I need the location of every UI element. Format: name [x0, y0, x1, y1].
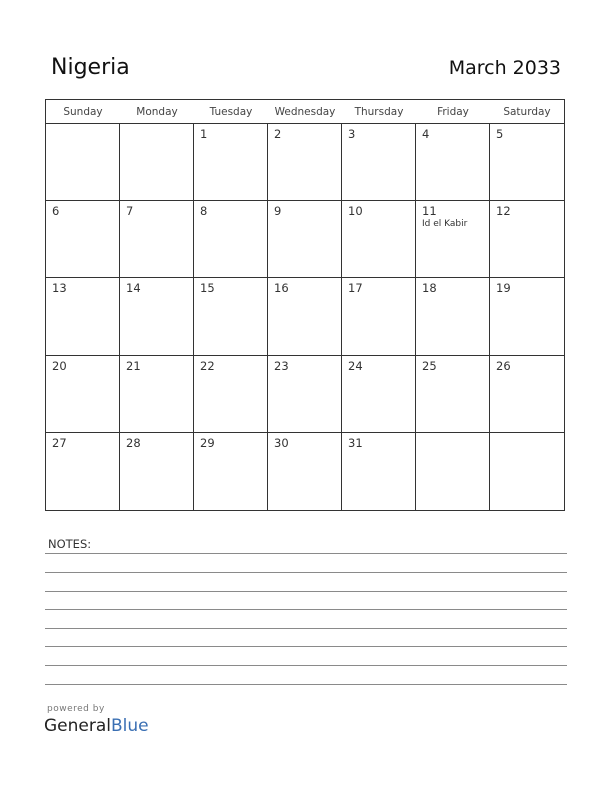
weekday-header: Thursday	[342, 100, 416, 124]
day-number: 18	[422, 281, 437, 296]
powered-by-text: powered by	[47, 704, 105, 714]
generalblue-logo	[44, 716, 149, 736]
day-number: 26	[496, 358, 511, 373]
day-number: 22	[200, 358, 215, 373]
day-cell	[194, 433, 268, 510]
day-cell	[268, 201, 342, 278]
day-cell	[416, 201, 490, 278]
day-cell	[268, 124, 342, 201]
weekday-header: Monday	[120, 100, 194, 124]
day-number: 23	[274, 358, 289, 373]
day-cell	[490, 201, 564, 278]
note-line	[45, 684, 567, 685]
note-line	[45, 591, 567, 592]
day-number: 14	[126, 281, 141, 296]
note-line	[45, 628, 567, 629]
day-cell	[268, 278, 342, 355]
day-cell	[490, 278, 564, 355]
day-cell	[416, 124, 490, 201]
day-number: 4	[422, 127, 430, 141]
day-cell	[342, 356, 416, 433]
note-line	[45, 553, 567, 554]
note-line	[45, 665, 567, 666]
month-title: March 2033	[448, 57, 561, 79]
day-cell	[46, 433, 120, 510]
day-number: 8	[200, 204, 208, 219]
day-cell	[46, 278, 120, 355]
notes-label: NOTES:	[48, 537, 92, 551]
day-number: 6	[52, 204, 60, 219]
day-number: 11	[422, 204, 437, 219]
day-number: 3	[348, 127, 356, 141]
day-cell	[120, 433, 194, 510]
day-number: 25	[422, 358, 437, 373]
day-cell	[194, 278, 268, 355]
day-cell	[342, 201, 416, 278]
day-number: 16	[274, 281, 289, 296]
day-number: 28	[126, 435, 141, 450]
weekday-header: Tuesday	[194, 100, 268, 124]
day-number: 17	[348, 281, 363, 296]
weekday-header: Saturday	[490, 100, 564, 124]
day-cell	[416, 278, 490, 355]
day-number: 19	[496, 281, 511, 296]
day-number: 29	[200, 435, 215, 450]
day-cell	[194, 356, 268, 433]
holiday-label: Id el Kabir	[422, 219, 468, 230]
day-number: 15	[200, 281, 215, 296]
day-cell	[416, 433, 490, 510]
brand-blue: Blue	[111, 716, 149, 736]
day-cell	[120, 278, 194, 355]
day-cell	[416, 356, 490, 433]
day-cell	[120, 124, 194, 201]
day-cell	[490, 356, 564, 433]
day-number: 2	[274, 127, 282, 141]
day-number: 13	[52, 281, 67, 296]
day-cell	[268, 356, 342, 433]
day-number: 10	[348, 204, 363, 219]
day-number: 5	[496, 127, 504, 141]
day-cell	[268, 433, 342, 510]
day-cell	[490, 433, 564, 510]
day-number: 9	[274, 204, 282, 219]
day-number: 27	[52, 435, 67, 450]
day-cell	[120, 356, 194, 433]
brand-general: General	[44, 716, 111, 736]
day-number: 31	[348, 435, 363, 450]
calendar-grid	[45, 99, 565, 511]
day-number: 20	[52, 358, 67, 373]
day-cell	[490, 124, 564, 201]
day-cell	[342, 433, 416, 510]
weekday-header: Friday	[416, 100, 490, 124]
note-line	[45, 646, 567, 647]
day-cell	[46, 201, 120, 278]
day-cell	[194, 201, 268, 278]
day-cell	[342, 124, 416, 201]
day-cell	[342, 278, 416, 355]
day-cell	[46, 356, 120, 433]
day-number: 24	[348, 358, 363, 373]
day-number: 30	[274, 435, 289, 450]
note-line	[45, 609, 567, 610]
day-number: 1	[200, 127, 208, 141]
weekday-header: Sunday	[46, 100, 120, 124]
day-cell	[194, 124, 268, 201]
note-line	[45, 572, 567, 573]
day-cell	[120, 201, 194, 278]
day-number: 21	[126, 358, 141, 373]
day-cell	[46, 124, 120, 201]
country-title: Nigeria	[51, 55, 130, 80]
day-number: 7	[126, 204, 134, 219]
weekday-header: Wednesday	[268, 100, 342, 124]
day-number: 12	[496, 204, 511, 219]
